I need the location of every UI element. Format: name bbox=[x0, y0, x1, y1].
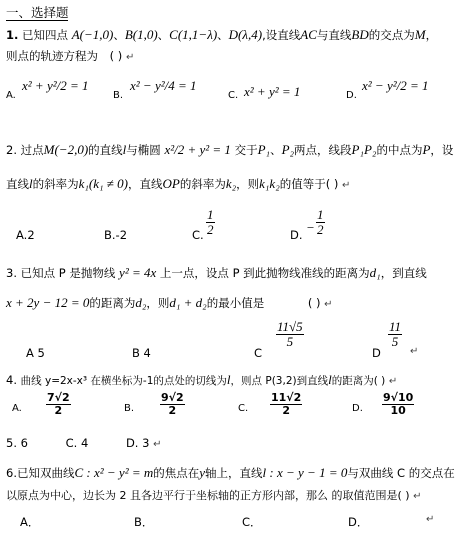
q2-text4: 交于 bbox=[234, 143, 258, 157]
q2-point-m: M(−2,0) bbox=[43, 142, 89, 157]
q6-number: 6. bbox=[6, 466, 17, 480]
q1-sep1: 、 bbox=[113, 28, 125, 42]
q4-line-l: l bbox=[226, 372, 231, 387]
q2-text3: 与椭圆 bbox=[126, 143, 161, 157]
q4-text3: 的距离为( ) bbox=[331, 375, 386, 387]
section-title-text: 一、选择题 bbox=[6, 5, 69, 20]
q4-opt-a-num: 7√2 bbox=[47, 391, 70, 404]
q2-line2 bbox=[6, 176, 350, 192]
q2-line2b: 的斜率为 bbox=[32, 177, 79, 191]
q2-opt-d-sign: − bbox=[306, 220, 315, 235]
q2-line2a: 直线 bbox=[6, 177, 29, 191]
q1-text4: ， bbox=[425, 28, 438, 42]
q1-paren: ( ) bbox=[109, 49, 123, 63]
q3-text3: ，到直线 bbox=[380, 266, 427, 280]
q1-prefix: 已知四点 bbox=[22, 28, 69, 42]
q5-a: 5. 6 bbox=[6, 436, 28, 450]
q4-opt-a-frac bbox=[46, 392, 71, 416]
q2-line1 bbox=[6, 142, 453, 158]
q2-line2d: 的斜率为 bbox=[179, 177, 226, 191]
q1-point-b: B(1,0) bbox=[124, 27, 158, 42]
q3-opt-d-frac bbox=[388, 320, 402, 348]
q4-opt-c-den: 2 bbox=[282, 403, 290, 417]
q3-text6: 的最小值是 bbox=[206, 296, 265, 310]
q4-text1: 曲线 y=2x-x³ 在横坐标为-1的点处的切线为 bbox=[20, 375, 227, 387]
q5-b: C. 4 bbox=[65, 436, 89, 450]
q6-line-eq: l : x − y − 1 = 0 bbox=[262, 465, 348, 480]
q1-text3: 的交点为 bbox=[368, 28, 415, 42]
q2-opt-d-label: D. bbox=[290, 228, 303, 242]
q2-number: 2. bbox=[6, 143, 17, 157]
q2-opt-c-frac bbox=[206, 208, 215, 236]
q4-number: 4. bbox=[6, 373, 17, 387]
q3-opt-c-frac bbox=[276, 320, 304, 348]
q3-opt-a: A 5 bbox=[26, 346, 45, 360]
q1-line2-text: 则点的轨迹方程为 bbox=[6, 49, 98, 63]
q2-p1: P₁ bbox=[257, 142, 271, 157]
q3-line2 bbox=[6, 295, 333, 311]
q1-point-d: D(λ,4) bbox=[228, 27, 263, 42]
q4-opt-d-den: 10 bbox=[390, 403, 406, 417]
q3-text2: 上一点，设点 P 到此抛物线准线的距离为 bbox=[159, 266, 370, 280]
q6-text4: 与双曲线 C 的交点在 bbox=[347, 466, 455, 480]
q1-sep2: 、 bbox=[157, 28, 170, 42]
q6-curve: C : x² − y² = m bbox=[74, 465, 154, 480]
q2-ellipse: x²/2 + y² = 1 bbox=[164, 142, 231, 157]
q3-opt-d-label: D bbox=[372, 346, 381, 360]
q2-line-l2: l bbox=[29, 176, 33, 191]
q2-opt-c-den: 2 bbox=[207, 221, 214, 237]
q3-parabola: y² = 4x bbox=[119, 265, 157, 280]
q1-text1: ,设直线 bbox=[262, 28, 301, 42]
return-mark-icon: ↵ bbox=[153, 439, 162, 450]
q2-line2c: ，直线 bbox=[128, 177, 163, 191]
q4-opt-b-den: 2 bbox=[168, 403, 177, 417]
q4-line1 bbox=[6, 372, 397, 388]
return-mark-icon: ↵ bbox=[324, 299, 333, 310]
q3-opt-d-den: 5 bbox=[391, 333, 399, 349]
return-mark-icon: ↵ bbox=[426, 514, 435, 525]
return-mark-icon: ↵ bbox=[388, 376, 398, 387]
q4-opt-d-frac bbox=[382, 392, 414, 416]
section-title bbox=[6, 3, 69, 21]
q4-opt-b-num: 9√2 bbox=[161, 391, 184, 404]
q6-opt-d: D． bbox=[348, 515, 369, 529]
q6-line2-text: 以原点为中心，边长为 2 且各边平行于坐标轴的正方形内部，那么 的取值范围是( ) bbox=[6, 489, 410, 502]
q3-text4: 的距离为 bbox=[89, 296, 136, 310]
q6-text3: 轴上，直线 bbox=[205, 466, 263, 480]
q6-text1: 已知双曲线 bbox=[16, 466, 75, 480]
q1-line1 bbox=[6, 27, 437, 43]
q3-opt-c-num: 11√5 bbox=[277, 319, 303, 334]
q4-opt-d-num: 9√10 bbox=[383, 391, 414, 404]
q4-options bbox=[6, 390, 472, 430]
q3-text5: ，则 bbox=[146, 296, 170, 310]
q4-opt-d-label: D. bbox=[352, 403, 363, 414]
return-mark-icon: ↵ bbox=[342, 180, 351, 191]
q4-opt-b-label: B. bbox=[124, 403, 135, 414]
q1-line2 bbox=[6, 48, 134, 64]
return-mark-icon: ↵ bbox=[125, 52, 135, 63]
return-mark-icon: ↵ bbox=[410, 346, 419, 357]
q2-op: OP bbox=[162, 176, 180, 191]
q4-text2: ，则点 P(3,2)到直线 bbox=[230, 375, 329, 387]
q1-opt-d-label: D. bbox=[346, 90, 357, 101]
q2-options bbox=[6, 206, 472, 246]
q3-opt-d-num: 11 bbox=[389, 319, 402, 334]
q2-opt-d-num: 1 bbox=[317, 207, 324, 222]
q1-line-ac: AC bbox=[300, 27, 317, 42]
q1-point-c: C(1,1−λ) bbox=[169, 27, 218, 42]
q2-line2e: ，则 bbox=[236, 177, 260, 191]
q3-sum: d₁ + d₂ bbox=[169, 295, 207, 310]
q6-opt-a: A． bbox=[20, 515, 40, 529]
q3-line1 bbox=[6, 265, 427, 281]
q2-text5: 两点，线段 bbox=[294, 143, 352, 157]
q2-opt-a: A.2 bbox=[16, 228, 35, 242]
q4-opt-a-label: A. bbox=[12, 403, 22, 414]
q1-opt-c-label: C. bbox=[228, 90, 239, 101]
q5-line bbox=[6, 436, 161, 450]
q4-opt-c-label: C. bbox=[238, 403, 249, 414]
q2-text7: ，设 bbox=[430, 143, 454, 157]
q1-opt-a-label: A. bbox=[6, 90, 16, 101]
q2-k2: k₂ bbox=[225, 176, 237, 191]
q3-text1: 已知点 P 是抛物线 bbox=[20, 266, 116, 280]
q1-text2: 与直线 bbox=[316, 28, 352, 42]
q4-opt-c-num: 11√2 bbox=[271, 391, 302, 404]
q6-text2: 的焦点在 bbox=[153, 466, 200, 480]
q1-point-a: A(−1,0) bbox=[71, 27, 114, 42]
q6-line2 bbox=[6, 487, 421, 503]
q3-paren: ( ) bbox=[307, 296, 321, 310]
q1-opt-c: x² + y² = 1 bbox=[244, 84, 301, 99]
q2-k1k2: k₁k₂ bbox=[259, 176, 280, 191]
q2-text2: 的直线 bbox=[88, 143, 123, 157]
q1-opt-b: x² − y²/4 = 1 bbox=[130, 78, 197, 93]
q1-opt-b-label: B. bbox=[113, 90, 124, 101]
q1-line-bd: BD bbox=[351, 27, 369, 42]
q4-opt-a-den: 2 bbox=[54, 403, 63, 417]
q1-number: 1. bbox=[6, 28, 19, 42]
q6-opt-b: B． bbox=[134, 515, 154, 529]
q2-text6: 的中点为 bbox=[376, 143, 423, 157]
q2-k1: k₁(k₁ ≠ 0) bbox=[78, 176, 128, 191]
q3-options bbox=[6, 318, 472, 366]
q4-line-l2: l bbox=[328, 372, 332, 387]
q2-opt-b: B.-2 bbox=[104, 228, 128, 242]
q3-d2: d₂ bbox=[135, 295, 147, 310]
q3-opt-b: B 4 bbox=[132, 346, 151, 360]
q2-opt-c-num: 1 bbox=[207, 207, 214, 222]
q3-opt-c-den: 5 bbox=[286, 333, 294, 349]
q6-opt-c: C． bbox=[242, 515, 262, 529]
q3-number: 3. bbox=[6, 266, 17, 280]
title-underline bbox=[6, 20, 68, 21]
q2-segment: P₁P₂ bbox=[351, 142, 377, 157]
q2-text1: 过点 bbox=[20, 143, 44, 157]
q2-sep: 、 bbox=[270, 143, 282, 157]
q1-sep3: 、 bbox=[217, 28, 229, 42]
q4-opt-c-frac bbox=[270, 392, 302, 416]
q2-opt-d-frac bbox=[316, 208, 325, 236]
q2-line2f: 的值等于( ) bbox=[279, 177, 339, 191]
q4-opt-b-frac bbox=[160, 392, 185, 416]
q2-point-p: P bbox=[422, 142, 431, 157]
q6-line1 bbox=[6, 465, 455, 481]
q3-d1: d₁ bbox=[369, 265, 381, 280]
q2-opt-c-label: C. bbox=[192, 228, 204, 242]
q2-opt-d-den: 2 bbox=[317, 221, 324, 237]
q2-p2: P₂ bbox=[281, 142, 295, 157]
q6-y: y bbox=[199, 465, 206, 480]
q1-opt-a: x² + y²/2 = 1 bbox=[22, 78, 89, 93]
q2-line-l: l bbox=[122, 142, 127, 157]
q1-opt-d: x² − y²/2 = 1 bbox=[362, 78, 429, 93]
q3-opt-c-label: C bbox=[254, 346, 263, 360]
q1-point-m: M bbox=[414, 27, 426, 42]
q3-line-eq: x + 2y − 12 = 0 bbox=[6, 295, 90, 310]
return-mark-icon: ↵ bbox=[413, 491, 422, 502]
q5-c: D. 3 bbox=[125, 436, 150, 450]
